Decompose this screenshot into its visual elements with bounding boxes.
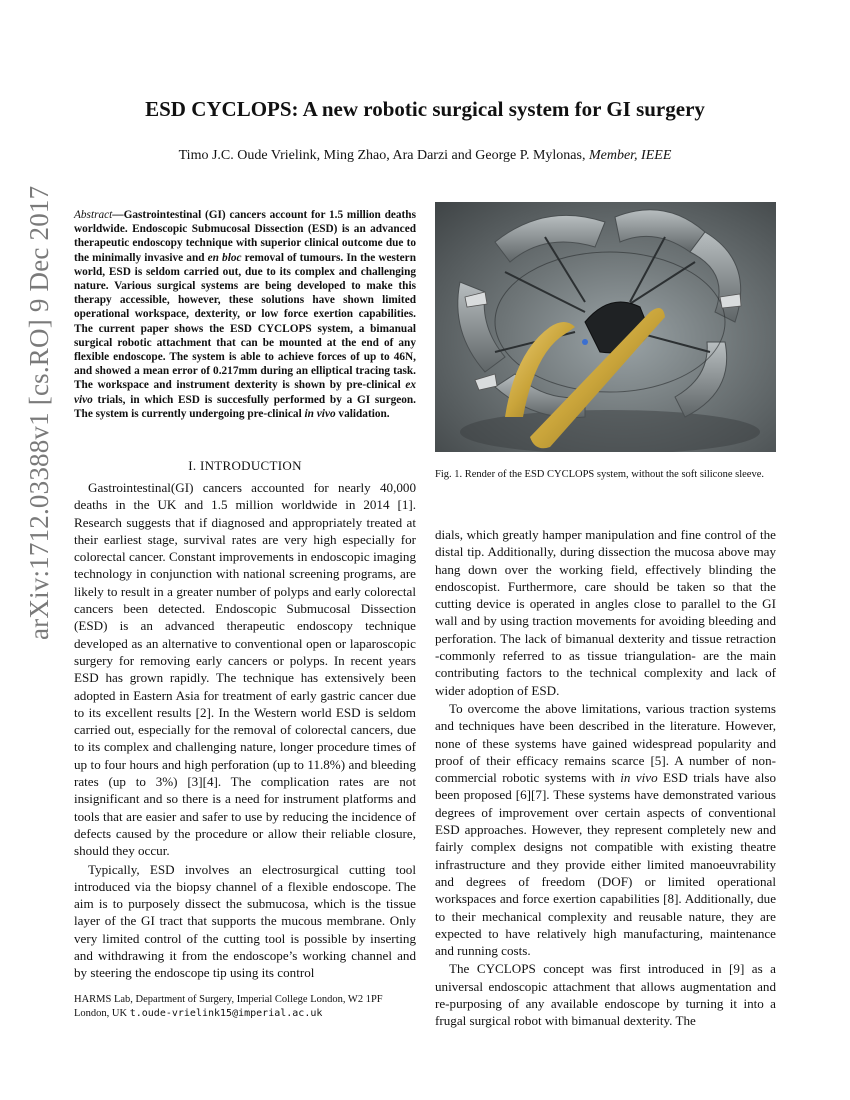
paper-title: ESD CYCLOPS: A new robotic surgical system for GI surgery xyxy=(145,97,705,121)
abstract-text-1: Gastrointestinal (GI) cancers account for 1.5 million deaths worldwide. Endoscopic Submucosal Dissection (ESD) is an advanced therapeutic endoscopy technique with superior clinical outcome due to the minimally invasive and xyxy=(74,209,416,264)
author-line xyxy=(0,148,850,164)
arxiv-id-text: arXiv:1712.03388v1 [cs.RO] 9 Dec 2017 xyxy=(24,185,54,640)
right-paragraph-2b: ESD trials have also been proposed [6][7]. These systems have demonstrated various degrees of improvement over certain aspects of conventional ESD approaches. However, they represent completely new and fairly complex designs not compatible with existing theatre infrastructure and they provide either limited manoeuvrability and degrees of freedom (DOF) or limited operational workspaces and force exertion capabilities [8]. Additionally, due to their mechanical complexity and reusable nature, they are expected to have relatively high manufacturing, maintenance and running costs. xyxy=(435,770,776,959)
abstract xyxy=(74,208,416,421)
abstract-label: Abstract xyxy=(74,209,113,221)
right-paragraph-2-italic: in vivo xyxy=(620,770,658,786)
cyclops-render-image xyxy=(435,202,776,452)
abstract-italic-2: ex vivo xyxy=(74,379,416,406)
intro-paragraph-2: Typically, ESD involves an electrosurgical cutting tool introduced via the biopsy channel of a flexible endoscope. The aim is to purposely dissect the submucosa, which is the tissue layer of the GI tract that supports the mucous membrane. Only very limited control of the cutting tool is possible by inserting and withdrawing it from the endoscope’s working channel and by steering the endoscope tip using its control xyxy=(74,861,416,981)
section-heading-introduction: I. INTRODUCTION xyxy=(188,458,302,473)
arxiv-identifier xyxy=(22,185,54,640)
camera-lens xyxy=(582,339,588,345)
author-membership: Member, IEEE xyxy=(588,148,672,163)
abstract-text-3: trials, in which ESD is succesfully performed by a GI surgeon. The system is currently undergoing pre-clinical xyxy=(74,393,416,420)
right-paragraph-3: The CYCLOPS concept was first introduced in [9] as a universal endoscopic attachment that allows augmentation and re-purposing of any available endoscope by turning it into a frugal surgical robot with bimanual dexterity. The xyxy=(435,961,776,1029)
abstract-dash: — xyxy=(112,209,124,221)
left-column-body xyxy=(74,479,416,982)
abstract-italic-1: en bloc xyxy=(207,251,242,264)
abstract-text-4: validation. xyxy=(335,407,390,420)
figure-caption: Fig. 1. Render of the ESD CYCLOPS system, without the soft silicone sleeve. xyxy=(435,469,764,480)
affiliation-footnote xyxy=(74,993,416,1020)
right-paragraph-2 xyxy=(435,700,776,959)
figure-render-esd-cyclops xyxy=(435,202,776,452)
abstract-italic-3: in vivo xyxy=(304,407,336,420)
right-paragraph-2a: To overcome the above limitations, various traction systems and techniques have been described in the literature. However, none of these systems have gained widespread popularity and proof of their efficacy remains scarce [5]. A number of non-commercial robotic systems with xyxy=(435,700,776,786)
right-column-body xyxy=(435,526,776,1030)
intro-paragraph-1: Gastrointestinal(GI) cancers accounted for nearly 40,000 deaths in the UK and 1.5 million worldwide in 2014 [1]. Research suggests that if diagnosed and appropriately treated at their earliest stage, survival rates are very high especially for colorectal cancer. Constant improvements in endoscopic imaging technology in conjunction with national screening programs, are likely to result in a greater number of polyps and early colorectal cancers been detected. Endoscopic Submucosal Dissection (ESD) is an advanced therapeutic endoscopy technique developed as an alternative to conventional open or laparoscopic surgery for removing early cancers or polyps. In recent years ESD has grown rapidly. The technique has extensively been adopted in Eastern Asia for treatment of early gastric cancer due to its excellent results [2]. In the Western world ESD is seldom carried out, especially for the removal of colorectal cancers, due to its complex and challenging nature, longer procedure times of up to four hours and high perforation (up to 11.8%) and bleeding rates (up to 3%) [3][4]. The complication rates are not insignificant and so there is a need for instrument platforms and tools that are easier and safer to use by reducing the incidence of defects caused by the procedure or allow their reliable closure, should they occur. xyxy=(74,480,416,859)
author-names: Timo J.C. Oude Vrielink, Ming Zhao, Ara Darzi and George P. Mylonas, xyxy=(178,148,586,163)
shadow-shape xyxy=(460,410,760,452)
abstract-text-2: removal of tumours. In the western world, ESD is seldom carried out, due to its complex and challenging nature. Various surgical systems are being developed to make this therapy accessible, however, these solutions have shown limited operational workspace, dexterity, or low force exertion capabilities. The current paper shows the ESD CYCLOPS system, a bimanual surgical robotic attachment that can be mounted at the end of any flexible endoscope. The system is able to achieve forces of up to 46N, and showed a mean error of 0.217mm during an elliptical tracing task. The workspace and instrument dexterity is shown by pre-clinical xyxy=(74,251,416,392)
right-paragraph-1: dials, which greatly hamper manipulation and fine control of the distal tip. Additionally, during dissection the mucosa above may hang down over the working field, effectively blinding the endoscopist. Furthermore, care should be taken so that the cutting device is operated in angles close to parallel to the GI wall and by using traction movements for avoiding bleeding and perforation. The lack of bimanual dexterity and tissue retraction -commonly referred to as tissue triangulation- are the main contributing factors to the technical complexity and lack of wider adoption of ESD. xyxy=(435,527,776,698)
footnote-email: t.oude-vrielink15@imperial.ac.uk xyxy=(129,1007,323,1019)
footnote-text: HARMS Lab, Department of Surgery, Imperial College London, W2 1PF London, UK xyxy=(74,994,383,1019)
